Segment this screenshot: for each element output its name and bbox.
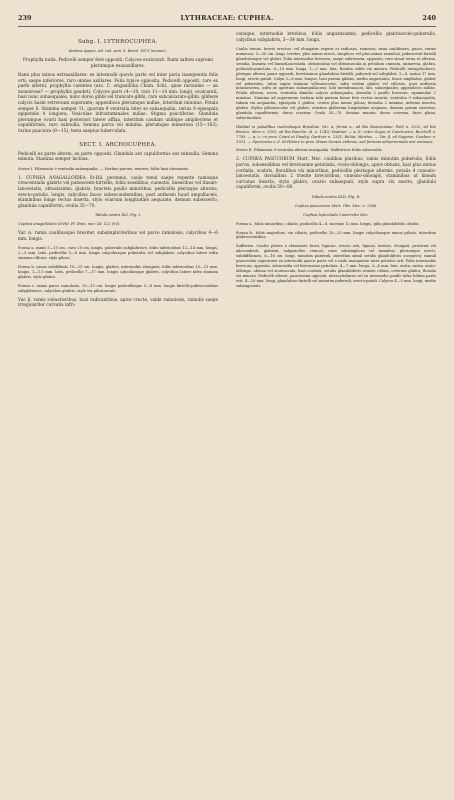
running-title: LYTHRACEAE: CUPHEA.	[180, 14, 274, 22]
forma-a-one: Forma a. ramis 5—15 cm., raro 20 cm. longis, puberulis subglabrisve, foliis inferioribus 12—14 mm. longis, 2—3 mm. latis, pedicellis 5—8 mm. longis calycibusque puberulis vel subglabris, calycibus latere infra stamina villosis, stylo piloso.	[18, 246, 218, 261]
habitat-one: Habitat in paludibus ruderalisque Brasiliae. Var. α, forma a.: ad Rio Boanavistae: Pohl n. 2032; ad Rio Branco: idem n. 1301; ad Rio Rancho: id. n. 1240; Vaatiner — α, b.: inter Goyaz et Caechoeira: Burchell n. 7783. — α, c.: in prov. Cuaré et Piauhy: Gardner n. 2331; Bahia: Martius. — Var. β. ad Sogamo: Gardner n. 1333. — Speciosius e cl. St-Hilaire in prov. Minas Geraës vidimus, sed formam adnumeranda nisi varianus.	[236, 124, 436, 144]
left-page-number: 239	[18, 14, 32, 22]
right-page-number: 240	[422, 14, 436, 22]
species-one-detailed-description: Caulis tenuis, brevis erectus, vel elongatus repens et radicans, ramosus; rami caulifomes, pauci, rarius numerosi, 5—30 cm. longi, teretes, plus minus erecti, simplices vel plus minus ramulosi, pubescenti-hirtelli glandulosique vel glabri. Folia internodiis breviora, saepe subremota, opposita, raro simul terna et alterna, sessilia, linearia vel linearilanceolata, obtusissima vel obtusiuscula in petiolum cuneata, uninervia, glabra, pellucido-punctata, 6—19 mm. longa, 1—3 mm. lata; floralia valde vix minora. Pedicelli intrapetiolares, plerique alterni, pauci oppositi, brevitismue glanduloso-hirtelli, puberuli vel subglabri, 3—8, rarius 17 mm. longi, erecto-patuli. Calyx 3—6 mm. longus, basi parum gibbus, medio angustatus, fauce ampliatus, glaber vel puberulus, intus supra stamina villosiusculus, infra sedem glaber vel villosus, post anthesin intumescens, infra ae apertum subampullaceus; lobi membranacei, lati, subaequales; appendices nullae. Petala alterna, rosea, ventralia dimidio calycis subaequalia, dorsalia 2 paullo breviora; squamulae 2 minutae. Stamina ad superiorem tertiam tubi partem binae fere rectus inserta; ventralia 9 subaequalia, tubum vix aequantia, episepala 5 glabra, cetera plus minus pilosa; dorsalia 2 minima, inferius inserta, glabra. Stylus pilosiusculus vel glaber, ovarium glaberum longitudine aequans, demum parum exsertus; glandula capuliformis, dorso crassior. Ovula 35—70. Semina minuta, dorso convexa, facie plana, subrotundata.	[236, 47, 436, 120]
section-heading: SECT. I. ARCHOCUPHEA.	[79, 141, 157, 148]
forma-a-two: Forma a., foliis minoribus, ciliatis, pedicellis 4—8, racemis 12 mm. longis, pilis glandulifolis obsitis.	[236, 221, 420, 226]
section-diagnosis: Pedicelli ex parte alterni, ex parte oppositi. Glandula aut capuliformis aut subnulla. Semina minuta. Stamina semper inclusa.	[18, 151, 218, 163]
suffrutex-description: Suffrutex. Caules plures e rhizomate brevi, lignoso, erecto orti, lignosi, teretes, elongati, prostrati vel adscendenti, glabrati, subgraciles, remosi; rami subsimplices vel ramulosi, plerumque erecti, subdiffformes, 6—16 cm. longi, minutim puberuli, interdum simul setulis glanduliferis conspersi; ramuli praecertim superiores ex internodii quavis parte vel e nodo inaequente inter petiolos orti. Folia internodiis breviora, opposita, subsessilia vel brevissime petiolata, 4—7 mm. longa, 3—4 mm. lata, ovata, rarius ovato-oblonga, obtusa vel acutiuscula, basi cordata, setulis glanduliferis remote ciliata, ceterum glabra; floralia vix minora. Pedicelli alterni, pauciusimi oppositi, intracytidiares vel ex internodio paullo infra folium parte orti, 4—20 mm. longi, glanduloso-hirtelli vel minutim puberuli, erecto-patuli. Calyces 4—5 mm. longi, medio subangustati,	[236, 244, 436, 288]
forma-b-one: Forma b. ramis subdiffusis 10—25 cm. longis, glabris, internodiis elongatis, foliis inferioribus 10—13 mm. longis, 1—1.5 mm. latis, pedicellis 7—17 mm. longis calycibusque glabris, calycibus latere infra stamina glabris, stylo glabro.	[18, 265, 218, 279]
species-one-description: 1. CUPHEA ANAGALLOIDEA St-Hil. perennis, caule tenui saepe repente ramisque crescentialis glabris vel pubescenti-hirtellis, foliis sessilibus, cuneatis, linearibus vel lineari-lanceolatis, obtusissimis, glabris; bracteis paullo minoribus, pedicellis plerisque alternis, erecto-patulis, longis, calycibus fauce subsecundentibus, post anthesin haud ampullaceis, staminibus longe rectus inserta, stylo ovarium longitudine aequante, demum subexserto, glandula capuliformi, ovulis 35—70.	[18, 175, 218, 209]
left-column	[18, 32, 218, 313]
species-two-description: 2. CUPHEA PASCUORUM Mart. Msc. caulibus pluribus, ramis minutim puberulis, foliis parvis, subsessilibus vel breviusime petiolatis, ovato-oblongis, apice obtusis, basi plus minus cordatis, scabris, floralibus vix minoribus, pedicellis plerisque alternis, petalis 4 cuneato-lanceolatis, dorsalibus 2 triente brevioribus, cuneato-oblongis, staminibus ut lineam curvatae inserta, stylo glabro, ovario subaequali, stylo supra vix exerto, glandula capuliformi, ovulis 50—80.	[236, 157, 436, 191]
running-header	[18, 14, 436, 27]
continued-text: catisque, internodiis brevibus, foliis angustissimis, pedicellis glabriusculo-puberulis, calycibus subglabris, 3—34 mm. longa.	[236, 32, 436, 43]
synonym-two-b: Cuphea leptoclada Cuxerretto Msc.	[303, 212, 369, 217]
series-two: Series II. Filamenta 9 ventralia alterne inaequalia. Suffrutices foliis subsessilis.	[236, 148, 383, 153]
synonym-two-a: Cuphea pascuorum Mart. Obs. Msc. n. 2386.	[294, 203, 378, 208]
forma-b-two: Forma b., foliis majoribus, vix ciliatis, pedicellis 10—20 mm. longis calycibusque minus pilosis, interdum glabrescentibus.	[236, 230, 436, 240]
forma-c-one: Forma c. ramis parce ramulosis, 10—15 cm. longis pedicellisque 5—8 mm. longis hirtello-pubescentibus subglabrisve, calycibus glabris, stylo vix pilosiusculo.	[18, 283, 218, 293]
series-one: Series I. Filamenta 9 ventralia subaequalia. — Herbae parvae, teneres, foliis basi attenuatis.	[18, 166, 190, 171]
subgenus-heading: Subg. I. LYTHROCUPHEA.	[78, 39, 158, 45]
plate-reference-one: Tabula nostra XLI. Fig. I.	[94, 213, 142, 218]
synonym-one: Cuphea anagalloidea St-Hil. Fl. Bras. mer. III. 122 (93).	[18, 222, 121, 227]
subgenus-description: Rami plus minus extraaxillares: ex internodii quovis parte vel inter paria inaequentis folis orti; saepe inferiores, raro omnes axillares. Folia typice opposita. Pedicelli oppositi, raro ex parte alterni, prophyllis carentes (exc. C. origanifolia Cham. Schl., quae rarissime — an monstrose? — prophyllis gaudet). Calyces parvi (4—10, raro 11—14 mm. longi), ecalcarati, basi nunc subaequales, nunc dorso gibbi vel truncato-gibbi, raro subcalcarato-gibbi, gibbere calycis basin retrorsum superante; appendices plerumque nullae, interdum minutae. Petala semper 6. Stamina semper 11, quorum 9 ventralia inter se subaequalia, rarius 9 episepala epipetalis 4 longiora. Vesiculae infrastaminales nullae. Stigma pauciflorae. Glandula plerumque ovarii basi posteriori latere affixa, interdum caudam undique ampliectens et capuliformis, raro subnulla. Semina parva vel minima, plerumque numerosa (15—163), rarius pauciora (8—15), testa saepius tuberculata.	[18, 73, 218, 135]
variety-alpha: Var. α. ramis caulibusque breviter, subsimpliciteribus vel parce ramulosis, calycibus 4—6 mm. longis.	[18, 231, 218, 242]
subgenus-citation: Koehne Appen. ult. ind. sem. h. Berol. 1873 (nomen).	[68, 49, 168, 53]
right-column	[236, 32, 436, 292]
subgenus-diagnosis: Prophylla nulla. Pedicelli semper fere oppositi. Calyces ecalcarati. Rami saltem supremi plerumque exaxaxillares.	[23, 57, 213, 69]
variety-beta: Var. β. ramis robustioribus, basi radicantibus, apice crecte, valde ramulosis, ramulis saepe irregulariter curvatis infri-	[18, 297, 218, 309]
plate-reference-two: Tabula nostra XLII. Fig. II.	[311, 194, 361, 199]
